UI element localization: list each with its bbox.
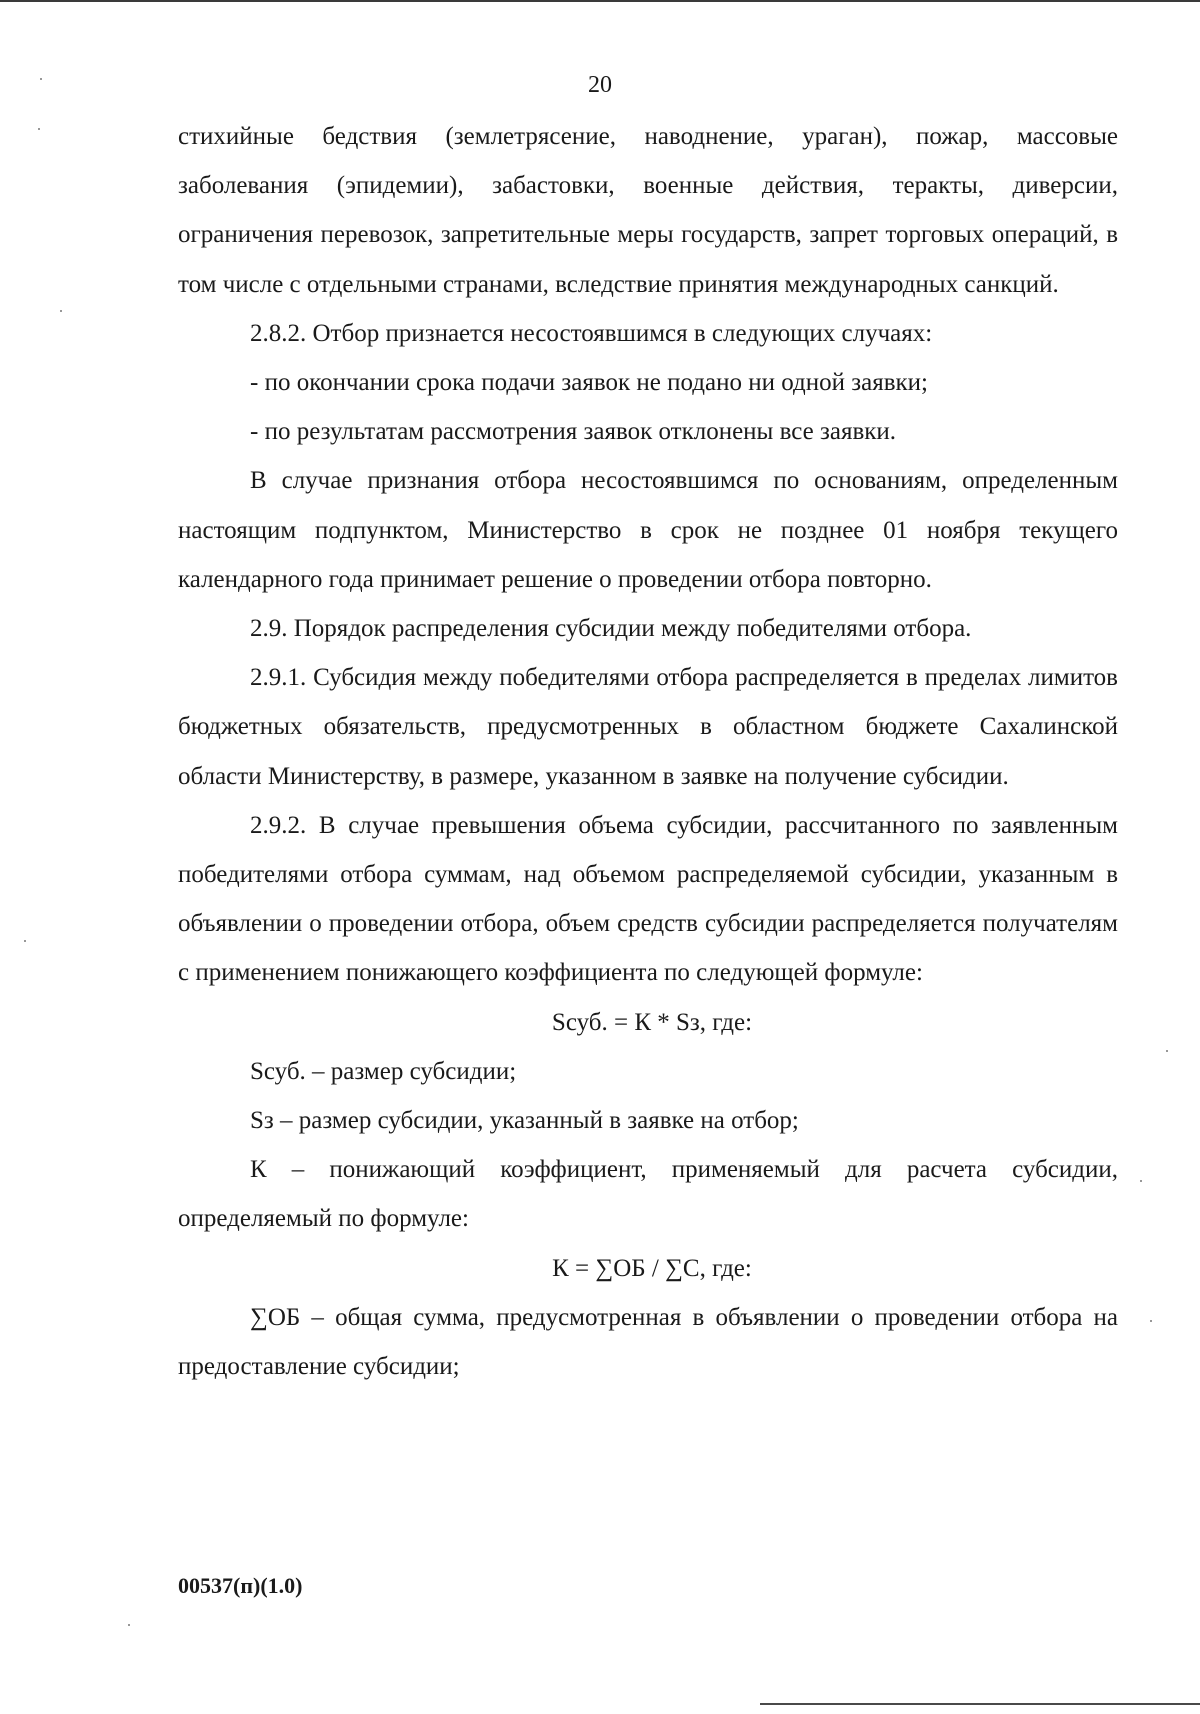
definition-k: К – понижающий коэффициент, применяемый для расчета субсидии, определяемый по формуле: [178,1156,1118,1233]
definition-s-sub: Sсуб. – размер субсидии; [250,1057,517,1085]
list-item-no-applications: - по окончании срока подачи заявок не подано ни одной заявки; [250,369,928,397]
paragraph-2-9: 2.9. Порядок распределения субсидии между победителями отбора. [250,615,972,643]
list-item-all-rejected: - по результатам рассмотрения заявок отклонены все заявки. [250,418,897,446]
scan-speck [128,1624,130,1626]
scan-speck [1166,1050,1168,1052]
paragraph-2-8-2: 2.8.2. Отбор признается несостоявшимся в следующих случаях: [250,319,933,347]
scan-speck [1140,1180,1142,1182]
paragraph-repeat-selection: В случае признания отбора несостоявшимся по основаниям, определенным настоящим подпунктом, Министерство в срок не позднее 01 ноября текущего календарного года принимает решение о проведении отбора повторно. [178,467,1118,593]
scan-speck [38,128,40,130]
formula-subsidy: Sсуб. = К * Sз, где: [551,1008,753,1036]
scan-speck [60,310,62,312]
paragraph-2-9-1: 2.9.1. Субсидия между победителями отбора распределяется в пределах лимитов бюджетных обязательств, предусмотренных в областном бюджете Сахалинской области Министерству, в размере, указанном в заявке на получение субсидии. [178,664,1118,790]
scan-edge-bottom [760,1703,1200,1705]
paragraph-2-9-2: 2.9.2. В случае превышения объема субсидии, рассчитанного по заявленным победителями отбора суммам, над объемом распределяемой субсидии, указанным в объявлении о проведении отбора, объем средств субсидии распределяется получателям с применением понижающего коэффициента по следующей формуле: [178,811,1118,987]
definition-s-z: Sз – размер субсидии, указанный в заявке на отбор; [250,1107,799,1135]
scan-speck [40,78,42,80]
scan-edge-top [0,0,1200,2]
definition-sum-ob: ∑ОБ – общая сумма, предусмотренная в объявлении о проведении отбора на предоставление субсидии; [178,1303,1118,1381]
document-body [178,112,1118,1391]
document-code: 00537(п)(1.0) [178,1573,303,1598]
scan-speck [24,940,26,942]
page-number: 20 [588,72,612,98]
formula-coefficient: К = ∑ОБ / ∑С, где: [552,1254,752,1282]
scan-speck [1150,1320,1152,1322]
paragraph-force-majeure: стихийные бедствия (землетрясение, наводнение, ураган), пожар, массовые заболевания (эпидемии), забастовки, военные действия, теракты, диверсии, ограничения перевозок, запретительные меры государств, запрет торговых операций, в том числе с отдельными странами, вследствие принятия международных санкций. [178,123,1118,298]
